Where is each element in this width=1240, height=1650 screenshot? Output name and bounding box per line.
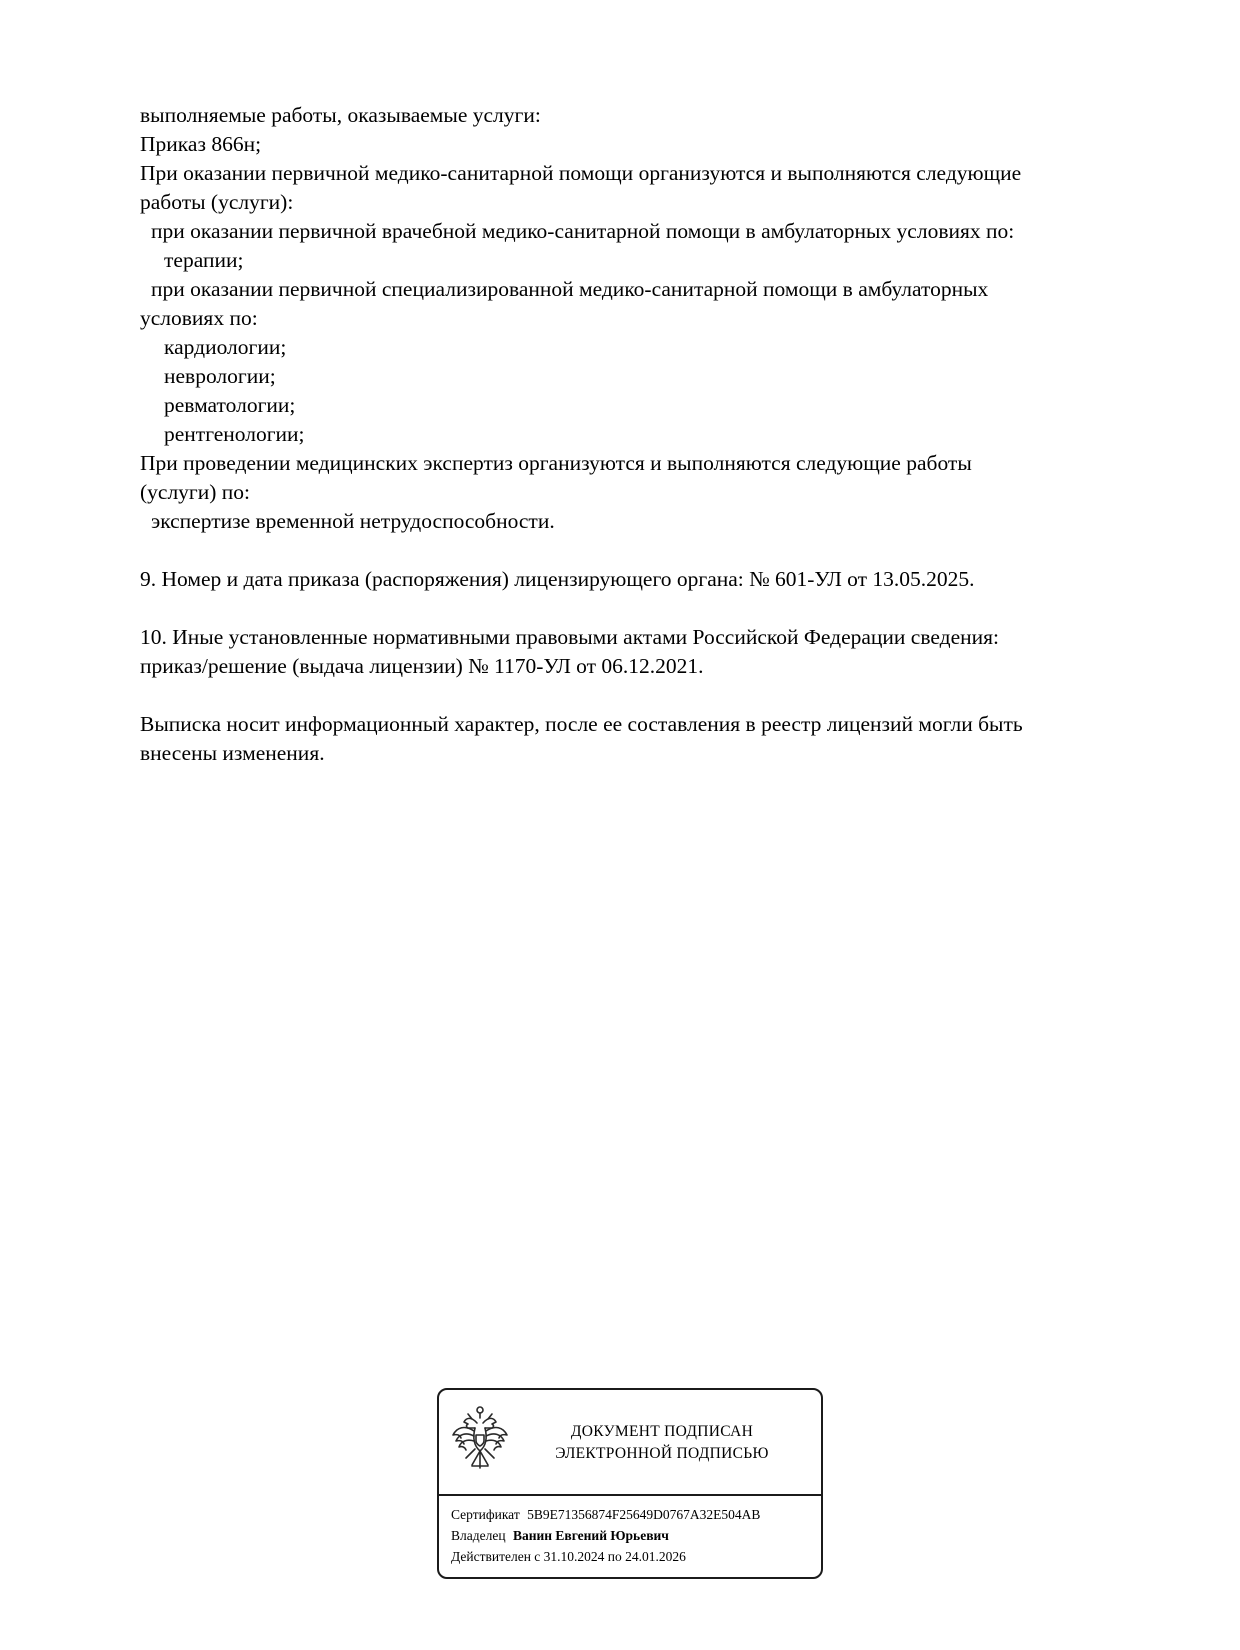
document-line (140, 594, 1023, 623)
document-line: рентгенологии; (164, 422, 305, 446)
document-line: внесены изменения. (140, 741, 325, 765)
document-line: неврологии; (164, 364, 276, 388)
document-line: приказ/решение (выдача лицензии) № 1170-УЛ от 06.12.2021. (140, 654, 704, 678)
document-line: При проведении медицинских экспертиз организуются и выполняются следующие работы (140, 451, 972, 475)
document-line: условиях по: (140, 306, 258, 330)
document-line: При оказании первичной медико-санитарной помощи организуются и выполняются следующие (140, 161, 1022, 185)
document-line: 9. Номер и дата приказа (распоряжения) лицензирующего органа: № 601-УЛ от 13.05.2025. (140, 567, 975, 591)
document-line: терапии; (164, 248, 244, 272)
certificate-value: 5B9E71356874F25649D0767A32E504AB (527, 1507, 761, 1522)
document-line: ревматологии; (164, 393, 296, 417)
document-line: выполняемые работы, оказываемые услуги: (140, 103, 541, 127)
certificate-line (451, 1504, 809, 1525)
document-body (140, 101, 1023, 768)
signature-stamp (437, 1388, 823, 1579)
owner-line (451, 1525, 809, 1546)
document-line: (услуги) по: (140, 480, 251, 504)
russian-coat-of-arms-icon (449, 1404, 511, 1482)
certificate-label: Сертификат (451, 1507, 520, 1522)
owner-value: Ванин Евгений Юрьевич (512, 1528, 669, 1543)
document-line: Приказ 866н; (140, 132, 262, 156)
owner-label: Владелец (451, 1528, 506, 1543)
validity-line: Действителен с 31.10.2024 по 24.01.2026 (451, 1549, 686, 1564)
document-line: 10. Иные установленные нормативными правовыми актами Российской Федерации сведения: (140, 625, 999, 649)
document-line (140, 681, 1023, 710)
document-line: кардиологии; (164, 335, 287, 359)
document-line: Выписка носит информационный характер, после ее составления в реестр лицензий могли быть (140, 712, 1023, 736)
document-line: экспертизе временной нетрудоспособности. (151, 509, 555, 533)
stamp-title-line1: ДОКУМЕНТ ПОДПИСАН (570, 1423, 754, 1440)
stamp-header (439, 1390, 821, 1494)
document-line: работы (услуги): (140, 190, 294, 214)
stamp-title (517, 1421, 807, 1465)
stamp-title-line2: ЭЛЕКТРОННОЙ ПОДПИСЬЮ (555, 1445, 769, 1462)
document-line: при оказании первичной врачебной медико-санитарной помощи в амбулаторных условиях по: (151, 219, 1015, 243)
document-line (140, 536, 1023, 565)
stamp-details (439, 1496, 821, 1577)
document-line: при оказании первичной специализированной медико-санитарной помощи в амбулаторных (151, 277, 989, 301)
